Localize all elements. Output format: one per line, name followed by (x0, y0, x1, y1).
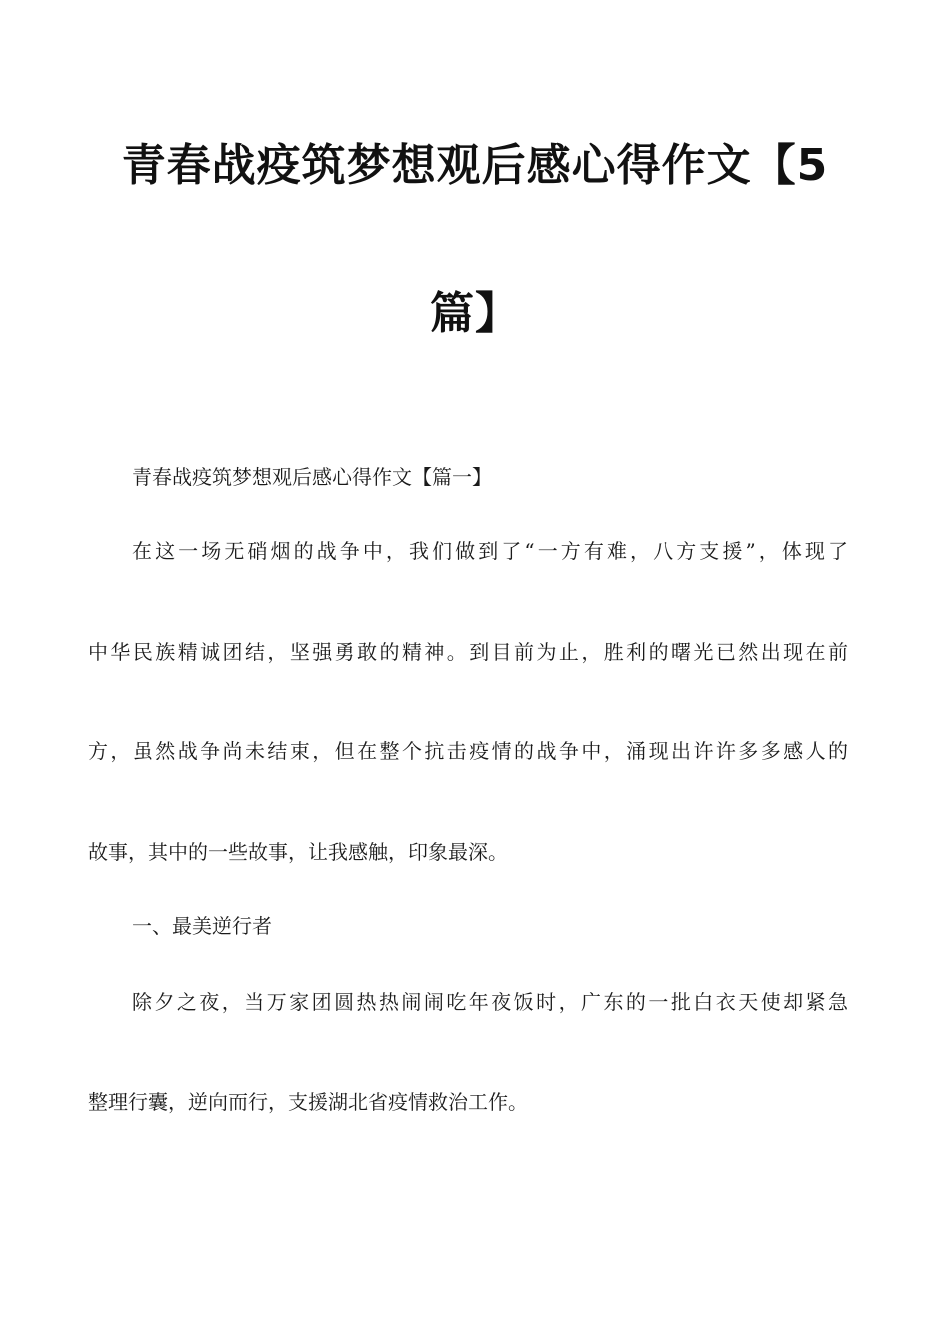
paragraph-2-line-1: 除夕之夜，当万家团圆热热闹闹吃年夜饭时，广东的一批白衣天使却紧急 (132, 990, 848, 1014)
subheading: 一、最美逆行者 (132, 914, 272, 938)
document-title-line-1: 青春战疫筑梦想观后感心得作文【5 (121, 140, 829, 191)
paragraph-1-line-4: 故事，其中的一些故事，让我感触，印象最深。 (88, 840, 508, 864)
paragraph-1-line-3: 方，虽然战争尚未结束，但在整个抗击疫情的战争中，涌现出许许多多感人的 (88, 739, 848, 763)
paragraph-2-line-2: 整理行囊，逆向而行，支援湖北省疫情救治工作。 (88, 1090, 528, 1114)
paragraph-1-line-2: 中华民族精诚团结，坚强勇敢的精神。到目前为止，胜利的曙光已然出现在前 (88, 640, 848, 664)
section-heading: 青春战疫筑梦想观后感心得作文【篇一】 (132, 465, 492, 489)
paragraph-1-line-1: 在这一场无硝烟的战争中，我们做到了“一方有难，八方支援”，体现了 (132, 539, 848, 563)
document-title-line-2: 篇】 (430, 288, 520, 339)
